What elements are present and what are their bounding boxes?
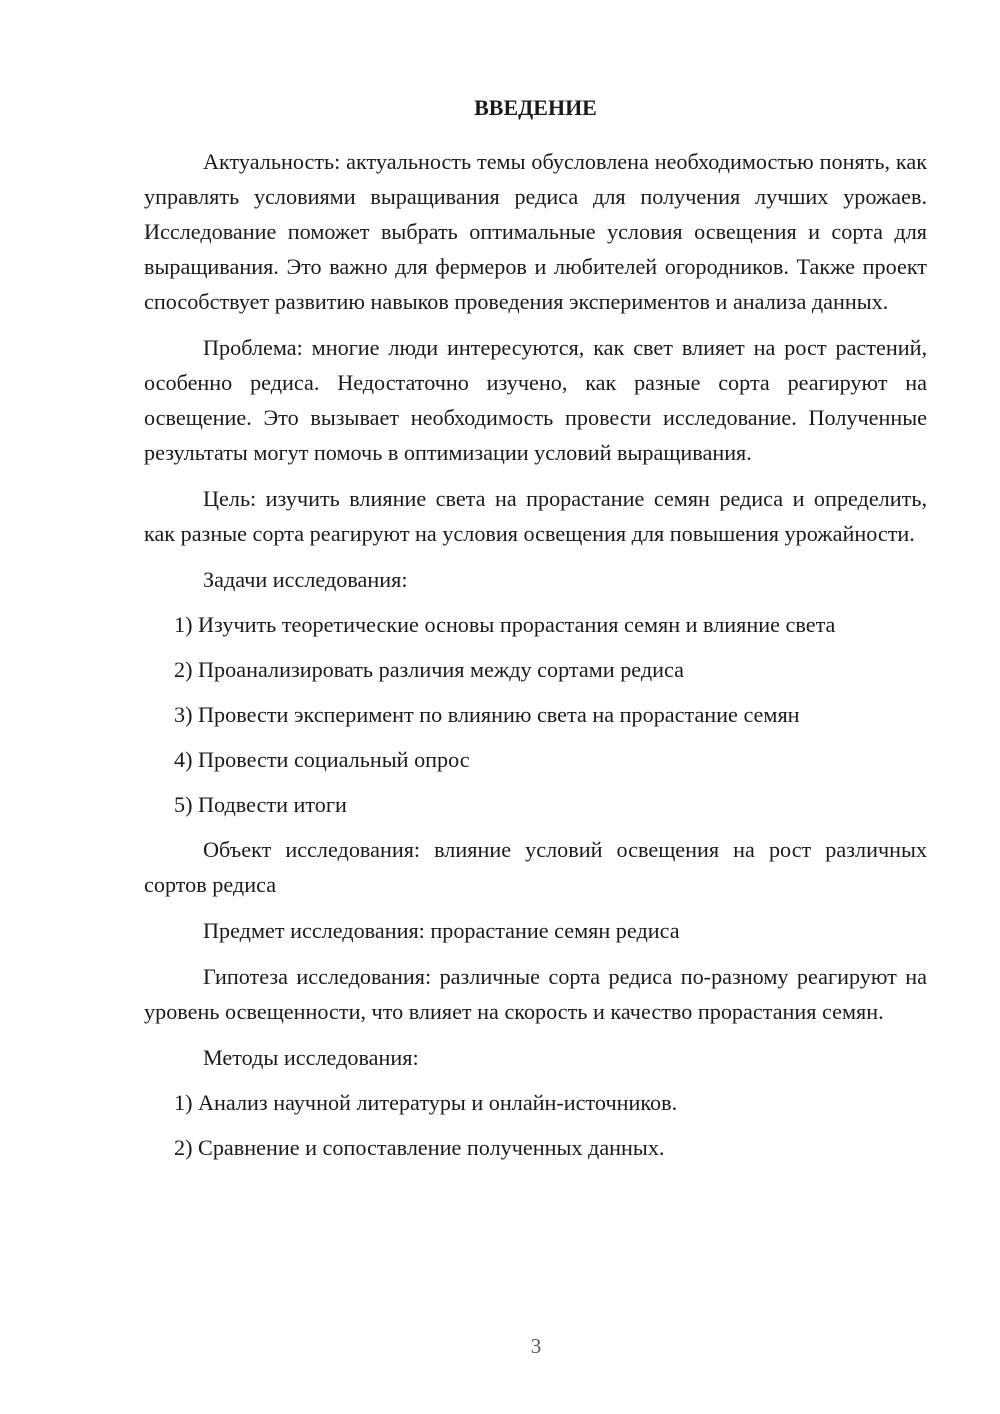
task-item-4: 4) Провести социальный опрос [174, 747, 470, 772]
task-item-5: 5) Подвести итоги [174, 792, 347, 817]
methods-heading: Методы исследования: [203, 1045, 419, 1070]
object-paragraph: Объект исследования: влияние условий освещения на рост различных сортов редиса [144, 837, 927, 897]
subject-paragraph: Предмет исследования: прорастание семян редиса [203, 918, 680, 943]
section-title: ВВЕДЕНИЕ [474, 95, 597, 120]
goal-paragraph: Цель: изучить влияние света на прорастание семян редиса и определить, как разные сорта реагируют на условия освещения для повышения урожайности. [144, 486, 927, 546]
task-item-1: 1) Изучить теоретические основы прорастания семян и влияние света [174, 612, 836, 637]
task-item-2: 2) Проанализировать различия между сортами редиса [174, 657, 684, 682]
hypothesis-paragraph: Гипотеза исследования: различные сорта редиса по-разному реагируют на уровень освещенности, что влияет на скорость и качество прорастания семян. [144, 964, 927, 1024]
task-item-3: 3) Провести эксперимент по влиянию света на прорастание семян [174, 702, 800, 727]
page-number: 3 [530, 1334, 542, 1358]
problem-paragraph: Проблема: многие люди интересуются, как свет влияет на рост растений, особенно редиса. Недостаточно изучено, как разные сорта реагируют на освещение. Это вызывает необходимость провести исследование. Полученные результаты могут помочь в оптимизации условий выращивания. [144, 335, 927, 465]
document-body [144, 92, 927, 1175]
tasks-heading: Задачи исследования: [203, 567, 408, 592]
method-item-1: 1) Анализ научной литературы и онлайн-источников. [174, 1090, 678, 1115]
relevance-paragraph: Актуальность: актуальность темы обусловлена необходимостью понять, как управлять условиями выращивания редиса для получения лучших урожаев. Исследование поможет выбрать оптимальные условия освещения и сорта для выращивания. Это важно для фермеров и любителей огородников. Также проект способствует развитию навыков проведения экспериментов и анализа данных. [144, 149, 927, 314]
method-item-2: 2) Сравнение и сопоставление полученных данных. [174, 1135, 665, 1160]
